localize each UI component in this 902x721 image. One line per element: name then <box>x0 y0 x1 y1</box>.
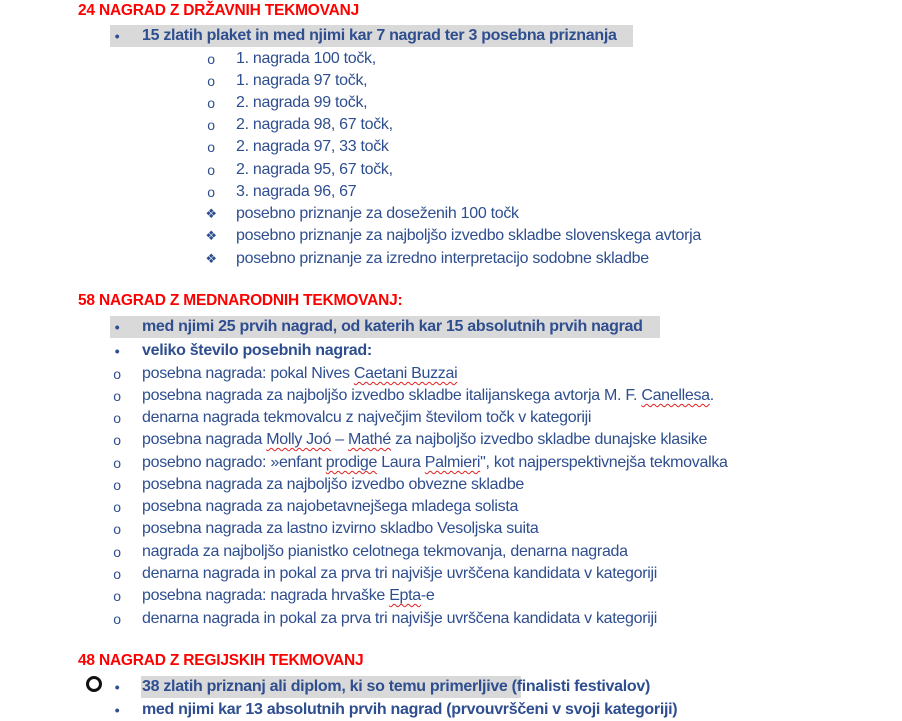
item-text: 2. nagrada 97, 33 točk <box>236 138 389 155</box>
item-text <box>142 429 707 451</box>
item-part: posebna nagrada <box>142 431 267 448</box>
item-part: (finalisti festivalov) <box>507 678 650 695</box>
circle-bullet-icon: o <box>113 388 121 404</box>
item-text: denarna nagrada in pokal za prva tri najvišje uvrščena kandidata v kategoriji <box>142 610 657 627</box>
item-text: 1. nagrada 97 točk, <box>236 72 368 89</box>
circle-bullet-icon: o <box>207 139 215 155</box>
item-text: posebna nagrada za najboljšo izvedbo obvezne skladbe <box>142 476 525 493</box>
bullet-icon: • <box>114 28 120 44</box>
item-part: posebna nagrada: pokal Nives <box>142 365 354 382</box>
circle-bullet-icon: o <box>113 477 121 493</box>
circle-bullet-icon: o <box>113 455 121 471</box>
circle-bullet-icon: o <box>113 611 121 627</box>
item-text: posebna nagrada za lastno izvirno skladbo Vesoljska suita <box>142 520 539 537</box>
circle-bullet-icon: o <box>207 73 215 89</box>
item-text: 2. nagrada 95, 67 točk, <box>236 161 393 178</box>
spellcheck-word: Caetani Buzzai <box>353 365 458 382</box>
heading-text: 58 NAGRAD Z MEDNARODNIH TEKMOVANJ <box>78 292 398 309</box>
diamond-bullet-icon: ❖ <box>205 251 217 266</box>
item-part: – <box>331 431 348 448</box>
bullet-icon: • <box>114 679 120 695</box>
diamond-bullet-icon: ❖ <box>205 206 217 221</box>
circle-bullet-icon: o <box>207 162 215 178</box>
item-part: -e <box>420 587 435 604</box>
item-part: posebna nagrada: nagrada hrvaške <box>142 587 390 604</box>
bullet-icon: • <box>114 343 120 359</box>
circle-bullet-icon: o <box>207 51 215 67</box>
section-heading-international <box>78 292 402 310</box>
diamond-bullet-icon: ❖ <box>205 228 217 243</box>
section-heading-national: 24 NAGRAD Z DRŽAVNIH TEKMOVANJ <box>78 2 360 19</box>
item-part: ", kot najperspektivnejša tekmovalka <box>480 454 728 471</box>
spellcheck-word: Molly Joó <box>266 431 332 448</box>
circle-bullet-icon: o <box>113 410 121 426</box>
spellcheck-word: Canellesa <box>641 387 710 404</box>
circle-bullet-icon: o <box>113 432 121 448</box>
circle-bullet-icon: o <box>207 117 215 133</box>
item-text <box>142 363 457 385</box>
bullet-icon: • <box>114 702 120 718</box>
item-text: 2. nagrada 99 točk, <box>236 94 368 111</box>
section-heading-regional: 48 NAGRAD Z REGIJSKIH TEKMOVANJ <box>78 652 364 669</box>
item-part: Laura <box>377 454 425 471</box>
item-text: denarna nagrada in pokal za prva tri najvišje uvrščena kandidata v kategoriji <box>142 565 657 582</box>
item-text: 1. nagrada 100 točk, <box>236 50 376 67</box>
item-text <box>142 585 435 607</box>
item-text: posebno priznanje za izredno interpretacijo sodobne skladbe <box>236 250 649 267</box>
circle-bullet-icon: o <box>113 544 121 560</box>
spellcheck-word: Epta <box>389 587 421 604</box>
item-text: posebno priznanje za najboljšo izvedbo skladbe slovenskega avtorja <box>236 227 701 244</box>
item-text: denarna nagrada tekmovalcu z največjim številom točk v kategoriji <box>142 409 592 426</box>
item-part: za najboljšo izvedbo skladbe dunajske klasike <box>390 431 708 448</box>
lead-text: veliko število posebnih nagrad: <box>142 342 372 359</box>
circle-bullet-icon: o <box>207 184 215 200</box>
cursor-ring-icon <box>86 676 102 692</box>
item-part: . <box>709 387 714 404</box>
item-text <box>142 452 728 474</box>
circle-bullet-icon: o <box>207 95 215 111</box>
spellcheck-word: Palmieri <box>424 454 481 471</box>
item-text: nagrada za najboljšo pianistko celotnega tekmovanja, denarna nagrada <box>142 543 628 560</box>
circle-bullet-icon: o <box>113 521 121 537</box>
bullet-icon: • <box>114 319 120 335</box>
item-text: posebna nagrada za najobetavnejšega mladega solista <box>142 498 519 515</box>
item-text: 2. nagrada 98, 67 točk, <box>236 116 393 133</box>
circle-bullet-icon: o <box>113 366 121 382</box>
item-text: posebno priznanje za doseženih 100 točk <box>236 205 519 222</box>
spellcheck-word: Mathé <box>347 431 391 448</box>
heading-colon: : <box>397 292 403 309</box>
lead-text: med njimi kar 13 absolutnih prvih nagrad (prvouvrščeni v svoji kategoriji) <box>142 701 678 718</box>
item-text: 3. nagrada 96, 67 <box>236 183 357 200</box>
item-part: posebno nagrado: »enfant <box>142 454 326 471</box>
item-text <box>142 385 714 407</box>
lead-text: med njimi 25 prvih nagrad, od katerih kar 15 absolutnih prvih nagrad <box>142 318 643 335</box>
item-part: posebna nagrada za najboljšo izvedbo skladbe italijanskega avtorja M. F. <box>142 387 642 404</box>
circle-bullet-icon: o <box>113 588 121 604</box>
lead-text: 15 zlatih plaket in med njimi kar 7 nagrad ter 3 posebna priznanja <box>142 27 617 44</box>
circle-bullet-icon: o <box>113 566 121 582</box>
highlighted-part: 38 zlatih priznanj ali diplom, ki so temu primerljive <box>142 678 508 695</box>
spellcheck-word: prodige <box>325 454 378 471</box>
circle-bullet-icon: o <box>113 499 121 515</box>
lead-text <box>142 676 650 698</box>
